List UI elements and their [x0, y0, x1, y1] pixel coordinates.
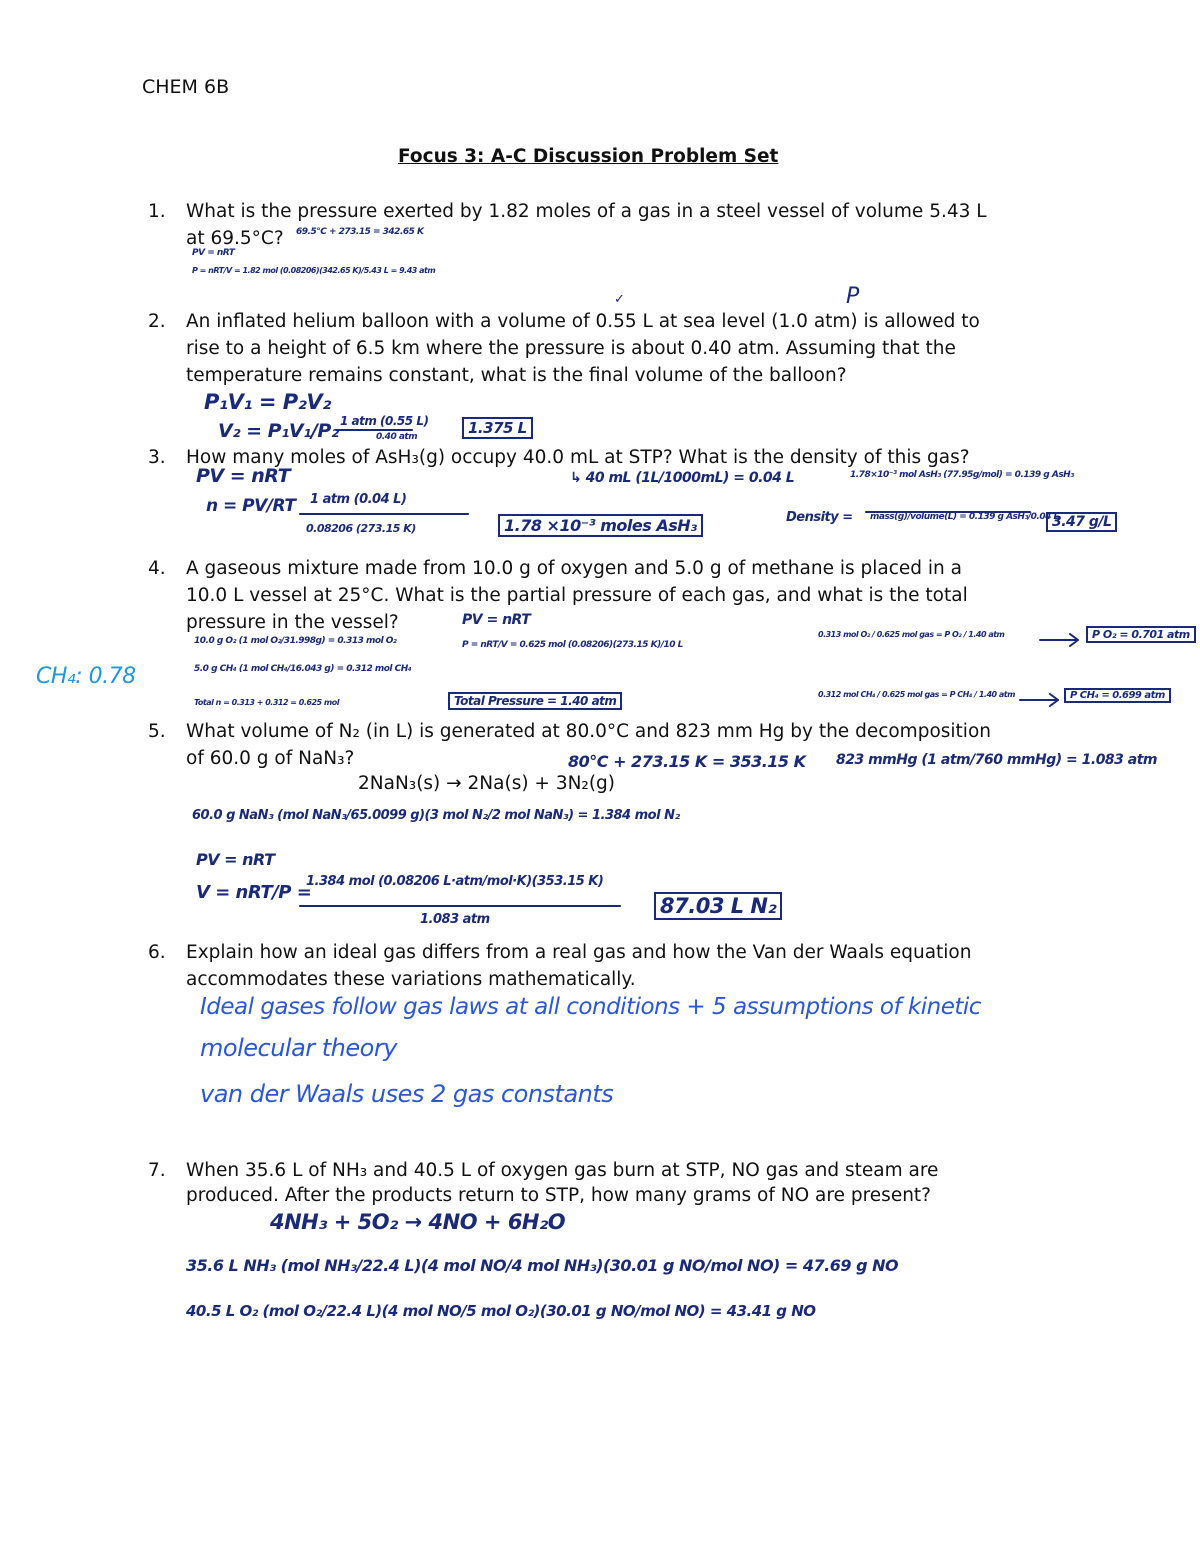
handwritten-note: van der Waals uses 2 gas constants [200, 1080, 614, 1108]
question-number: 7. [148, 1160, 166, 1181]
question-text-line: What is the pressure exerted by 1.82 moles of a gas in a steel vessel of volume 5.43 L [186, 201, 987, 222]
handwritten-note: 0.313 mol O₂ / 0.625 mol gas = P O₂ / 1.40 atm [818, 630, 1005, 639]
handwritten-note: V₂ = P₁V₁/P₂ [218, 420, 339, 442]
question-text-line: of 60.0 g of NaN₃? [186, 748, 355, 769]
handwritten-note: 69.5°C + 273.15 = 342.65 K [296, 227, 424, 237]
handwritten-note: 1.384 mol (0.08206 L·atm/mol·K)(353.15 K) [306, 874, 604, 889]
handwritten-note: 1.78×10⁻³ mol AsH₃ (77.95g/mol) = 0.139 g AsH₃ [850, 470, 1074, 480]
question-text-line: at 69.5°C? [186, 228, 284, 249]
question-text-line: pressure in the vessel? [186, 612, 399, 633]
handwritten-note: 60.0 g NaN₃ (mol NaN₃/65.0099 g)(3 mol N₂/2 mol NaN₃) = 1.384 mol N₂ [192, 808, 680, 823]
handwritten-note: 40.5 L O₂ (mol O₂/22.4 L)(4 mol NO/5 mol O₂)(30.01 g NO/mol NO) = 43.41 g NO [186, 1302, 816, 1320]
handwritten-note: Total n = 0.313 + 0.312 = 0.625 mol [194, 698, 339, 707]
answer-box: 1.375 L [462, 417, 533, 439]
handwritten-note: P [846, 284, 859, 309]
answer-box: 1.78 ×10⁻³ moles AsH₃ [498, 514, 703, 537]
question-number: 1. [148, 201, 166, 222]
handwritten-note: 5.0 g CH₄ (1 mol CH₄/16.043 g) = 0.312 mol CH₄ [194, 664, 412, 674]
question-text-line: accommodates these variations mathematically. [186, 969, 636, 990]
handwritten-note: 1 atm (0.55 L) [340, 414, 429, 428]
check-mark: ✓ [614, 292, 625, 307]
answer-box: Total Pressure = 1.40 atm [448, 692, 622, 710]
handwritten-note: 0.312 mol CH₄ / 0.625 mol gas = P CH₄ / 1.40 atm [818, 690, 1015, 699]
question-text-line: 10.0 L vessel at 25°C. What is the partial pressure of each gas, and what is the total [186, 585, 968, 606]
handwritten-note: 80°C + 273.15 K = 353.15 K [568, 752, 806, 771]
question-text-line: A gaseous mixture made from 10.0 g of oxygen and 5.0 g of methane is placed in a [186, 558, 962, 579]
handwritten-note: CH₄: 0.78 [36, 664, 136, 689]
handwritten-note: Ideal gases follow gas laws at all conditions + 5 assumptions of kinetic [200, 994, 981, 1020]
chemical-equation: 2NaN₃(s) → 2Na(s) + 3N₂(g) [358, 773, 616, 794]
answer-box: P CH₄ = 0.699 atm [1064, 688, 1171, 703]
question-number: 3. [148, 447, 166, 468]
handwritten-note: ↳ 40 mL (1L/1000mL) = 0.04 L [570, 470, 795, 486]
handwritten-note: PV = nRT [462, 612, 531, 628]
handwritten-note: 0.08206 (273.15 K) [306, 522, 416, 535]
handwritten-note: 823 mmHg (1 atm/760 mmHg) = 1.083 atm [836, 752, 1158, 768]
handwritten-note: molecular theory [200, 1034, 397, 1062]
question-text-line: temperature remains constant, what is the final volume of the balloon? [186, 365, 847, 386]
handwritten-note: P = nRT/V = 0.625 mol (0.08206)(273.15 K)/10 L [462, 640, 683, 650]
question-number: 2. [148, 311, 166, 332]
handwritten-note: V = nRT/P = [196, 882, 312, 903]
question-text-line: When 35.6 L of NH₃ and 40.5 L of oxygen gas burn at STP, NO gas and steam are [186, 1160, 939, 1181]
answer-box: P O₂ = 0.701 atm [1086, 626, 1196, 643]
handwritten-note: 4NH₃ + 5O₂ → 4NO + 6H₂O [270, 1210, 566, 1234]
question-text-line: An inflated helium balloon with a volume of 0.55 L at sea level (1.0 atm) is allowed to [186, 311, 980, 332]
handwritten-note: 10.0 g O₂ (1 mol O₂/31.998g) = 0.313 mol O₂ [194, 636, 397, 646]
question-number: 6. [148, 942, 166, 963]
answer-box: 3.47 g/L [1046, 512, 1117, 532]
handwritten-note: P₁V₁ = P₂V₂ [204, 390, 331, 414]
handwritten-note: PV = nRT [196, 850, 275, 869]
question-number: 5. [148, 721, 166, 742]
handwritten-note: 35.6 L NH₃ (mol NH₃/22.4 L)(4 mol NO/4 mol NH₃)(30.01 g NO/mol NO) = 47.69 g NO [186, 1256, 899, 1275]
question-text-line: rise to a height of 6.5 km where the pressure is about 0.40 atm. Assuming that the [186, 338, 956, 359]
answer-box: 87.03 L N₂ [654, 892, 782, 920]
handwritten-note: PV = nRT [196, 465, 291, 487]
handwritten-note: PV = nRT [192, 248, 235, 258]
handwritten-note: 0.40 atm [376, 432, 418, 442]
page-title: Focus 3: A-C Discussion Problem Set [398, 146, 779, 167]
handwritten-note: P = nRT/V = 1.82 mol (0.08206)(342.65 K)/5.43 L = 9.43 atm [192, 266, 436, 275]
handwritten-note: 1 atm (0.04 L) [310, 492, 407, 507]
handwritten-note: n = PV/RT [206, 496, 296, 516]
question-number: 4. [148, 558, 166, 579]
question-text-line: Explain how an ideal gas differs from a real gas and how the Van der Waals equation [186, 942, 972, 963]
handwritten-note: Density = [786, 510, 853, 525]
handwritten-note: mass(g)/volume(L) = 0.139 g AsH₃/0.04 L [870, 512, 1059, 522]
handwritten-note: 1.083 atm [420, 912, 490, 927]
question-text-line: produced. After the products return to STP, how many grams of NO are present? [186, 1185, 931, 1206]
course-header: CHEM 6B [142, 76, 230, 98]
question-text-line: How many moles of AsH₃(g) occupy 40.0 mL at STP? What is the density of this gas? [186, 447, 970, 468]
question-text-line: What volume of N₂ (in L) is generated at 80.0°C and 823 mm Hg by the decomposition [186, 721, 991, 742]
